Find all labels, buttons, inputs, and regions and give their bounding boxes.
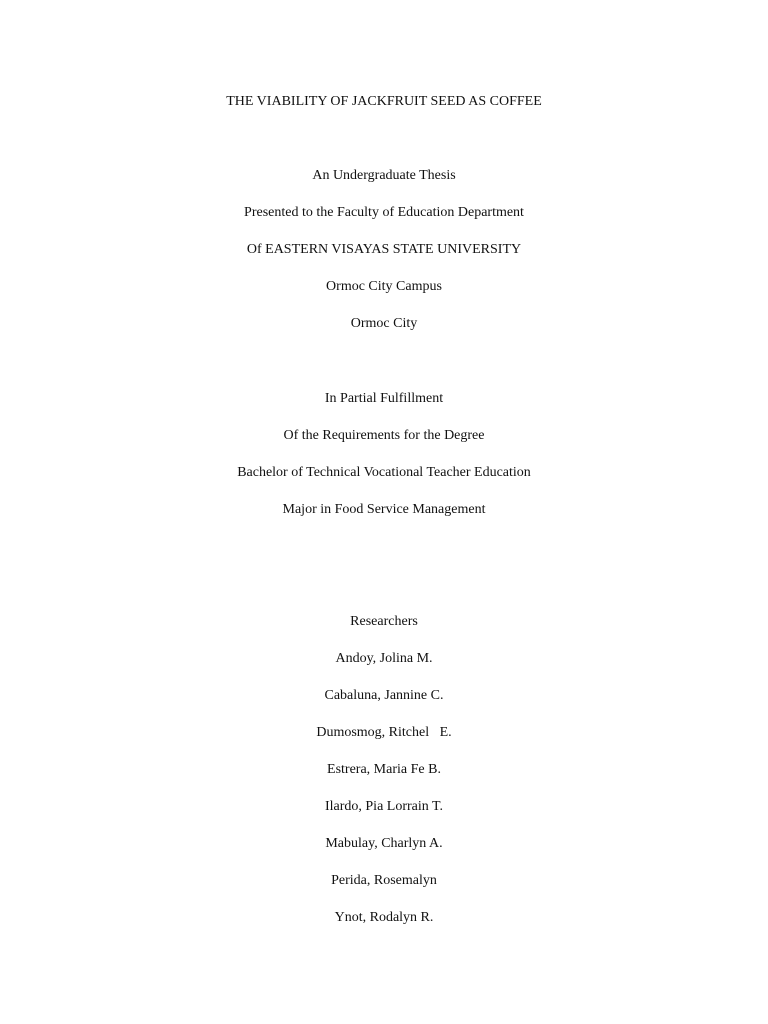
researchers-heading: Researchers [350,614,418,629]
thesis-type: An Undergraduate Thesis [312,168,456,183]
researcher-name: Perida, Rosemalyn [331,873,437,888]
university-line: Of EASTERN VISAYAS STATE UNIVERSITY [246,242,522,257]
researcher-name: Ilardo, Pia Lorrain T. [324,799,444,814]
researcher-name: Estrera, Maria Fe B. [327,762,441,777]
researcher-name: Cabaluna, Jannine C. [324,688,444,703]
researcher-name: Andoy, Jolina M. [335,651,433,666]
researcher-name: Dumosmog, Ritchel E. [316,725,452,740]
fulfillment-line: In Partial Fulfillment [324,391,444,406]
presented-to-line: Presented to the Faculty of Education Department [244,205,524,220]
thesis-title: THE VIABILITY OF JACKFRUIT SEED AS COFFEE [226,94,542,109]
city-line: Ormoc City [350,316,418,331]
campus-line: Ormoc City Campus [326,279,442,294]
major-line: Major in Food Service Management [282,502,486,517]
researcher-name: Ynot, Rodalyn R. [334,910,434,925]
requirements-line: Of the Requirements for the Degree [283,428,485,443]
researcher-name: Mabulay, Charlyn A. [325,836,443,851]
degree-line: Bachelor of Technical Vocational Teacher Education [237,465,531,480]
